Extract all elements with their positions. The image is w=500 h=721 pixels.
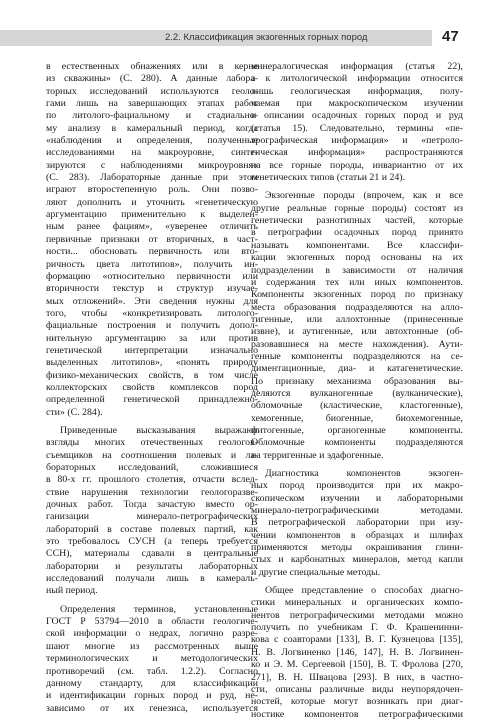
text-line: генные компоненты подразделяются на се-: [251, 350, 463, 362]
text-line: ным ранее фациям», «уверенее отличить: [46, 221, 258, 233]
text-line: генетической интерпретации изначально: [46, 344, 258, 356]
text-line: и идентификации горных пород и руд, не-: [46, 690, 258, 702]
text-line: Приведенные высказывания выражают: [60, 424, 258, 436]
text-line: стики минеральных и органических компо-: [251, 597, 463, 609]
text-line: обломочные (кластические, кластогенные),: [251, 400, 463, 412]
text-line: трографическая информация» и «петроло-: [251, 135, 463, 147]
text-line: и содержания тех или иных компонентов.: [251, 276, 463, 288]
text-line: фитогенные, органогенные компоненты.: [251, 424, 463, 436]
text-line: кова с соавторами [133], В. Г. Кузнецова [135],: [251, 634, 463, 646]
text-line: ричность цвета литотипов», получить ин-: [46, 258, 258, 270]
text-line: места образования подразделяются на алло-: [251, 301, 463, 313]
text-line: и другие специальные методы.: [251, 566, 381, 578]
text-line: минералогическая информация (статья 22),: [251, 61, 463, 72]
running-header: [0, 0, 500, 50]
text-line: скопическом изучении и лабораторными: [251, 492, 463, 504]
text-line: другие реальные горные породы) состоят из: [251, 202, 463, 214]
text-line: минерало-петрографическими методами.: [251, 505, 463, 517]
text-line: исследований получали лишь в камераль-: [46, 573, 258, 585]
text-line: ных пород производится при их макро-: [251, 480, 463, 492]
text-line: генетических типов (статьи 21 и 24).: [251, 172, 406, 184]
text-line: чении компонентов в образцах и шлифах: [251, 529, 463, 541]
text-line: Н. В. Логвиненко [146, 147], Н. В. Логвинен-: [251, 646, 463, 658]
text-line: ностей, которые могут возникать при диаг-: [251, 696, 463, 708]
section-title: 2.2. Классификация экзогенных горных пород: [165, 32, 368, 43]
text-line: коллекторских свойств комплексов пород: [46, 381, 258, 393]
text-line: ской информации о недрах, логично разре-: [46, 628, 258, 640]
left-column: [46, 61, 258, 715]
text-line: нентов петрографическими методами можно: [251, 609, 463, 621]
text-line: тигенные, или аллохтонные (принесенные: [251, 313, 463, 325]
text-line: ляют дополнить и уточнить «генетическую: [46, 196, 258, 208]
text-line: исследованиями на макроуровне, синте-: [46, 147, 258, 159]
text-line: противоречий (см. табл. 1.2.2). Согласно: [46, 665, 258, 677]
right-column: [251, 61, 463, 721]
text-line: по литолого-фациальному и стадиально-: [46, 110, 258, 122]
text-line: а к литологической информации относится: [251, 73, 463, 85]
text-line: применяются методы окрашивания глини-: [251, 542, 463, 554]
text-line: извне), и аутигенные, или автохтонные (об-: [251, 326, 463, 338]
text-line: лабораторий в составе полевых партий, как: [46, 523, 258, 535]
text-line: аргументацию применительно к выделен-: [46, 209, 258, 221]
text-line: вторичности текстур и структур изучае-: [46, 283, 258, 295]
text-line: бораторных исследований, сложившиеся: [46, 462, 258, 473]
text-line: на все горные породы, инвариантно от их: [251, 159, 463, 171]
text-line: первичные признаки от вторичных, в част-: [46, 233, 258, 245]
text-line: торных исследований используются геоло-: [46, 85, 258, 97]
text-line: ко и Э. М. Сергеевой [150], В. Т. Фроловa [270,: [251, 659, 463, 671]
text-line: Обломочные компоненты подразделяются: [251, 437, 463, 449]
text-line: (С. 283). Лабораторные данные при этом: [46, 172, 258, 184]
text-line: физико-механических свойств, в том числе: [46, 369, 258, 381]
text-line: данному стандарту, для классификации: [46, 677, 258, 689]
text-line: терминологических и методологических: [46, 653, 258, 665]
text-line: лаборатории и результаты лабораторных: [46, 560, 258, 572]
text-line: съемщиков на соотношения полевых и ла-: [46, 449, 258, 461]
text-line: взгляды многих отечественных геологов-: [46, 437, 258, 449]
text-line: чаемая при макроскопическом изучении: [251, 98, 463, 110]
text-line: зависимо от их генезиса, используется: [46, 702, 258, 714]
text-line: Определения терминов, установленные: [60, 603, 258, 615]
text-line: ствие нарушения технологии геологоразве-: [46, 486, 258, 498]
text-line: стых и карбонатных минералов, метод капли: [251, 554, 463, 566]
text-line: и описании осадочных горных пород и руд: [251, 110, 463, 122]
text-line: фациальные построения и получить допол-: [46, 320, 258, 332]
text-line: Общее представление о способах диагно-: [265, 585, 463, 597]
text-line: му анализу в камеральный период, когда: [46, 122, 258, 134]
text-line: ССН), материалы сдавали в центральные: [46, 548, 258, 560]
text-line: Диагностика компонентов экзоген-: [265, 468, 463, 479]
text-line: зируются с наблюдениями микроуровня»: [46, 159, 258, 171]
text-line: сти» (С. 284).: [46, 406, 103, 418]
text-line: деляются вулканогенные (вулканические),: [251, 387, 463, 399]
text-line: ганизации минерало-петрографических: [46, 511, 258, 523]
text-line: По признаку механизма образования вы-: [251, 375, 463, 387]
text-line: ный период.: [46, 585, 98, 597]
text-line: сти, описаны различные виды неупорядочен-: [251, 683, 463, 695]
text-line: в естественных обнажениях или в керне: [46, 61, 258, 72]
text-line: получить по учебникам Г. Ф. Крашенинни-: [251, 622, 463, 634]
text-line: нительную аргументацию за или против: [46, 332, 258, 344]
text-line: ности... обосновать первичность или вто-: [46, 246, 258, 258]
text-line: гическая информация» распространяются: [251, 147, 463, 159]
text-line: Компоненты экзогенных пород по признаку: [251, 289, 463, 301]
text-line: гами лишь на завершающих этапах работ: [46, 98, 258, 110]
text-line: разовавшиеся на месте нахождения). Аути-: [251, 338, 463, 350]
text-line: определенной генетической принадлежно-: [46, 394, 258, 406]
text-line: диментационные, диа- и катагенетические.: [251, 363, 463, 375]
text-line: подразделении в зависимости от наличия: [251, 264, 463, 276]
text-line: хемогенные, биогенные, биохемогенные,: [251, 412, 463, 424]
page-number: 47: [442, 28, 459, 45]
text-line: на терригенные и эдафогенные.: [251, 449, 384, 461]
text-line: шают многие из рассмотренных выше: [46, 640, 258, 652]
text-line: 271], В. Н. Швацова [293]. В них, в частно-: [251, 671, 463, 683]
text-line: ностике компонентов петрографическими: [251, 708, 463, 720]
text-line: мых отложений». Эти сведения нужны для: [46, 295, 258, 307]
text-line: лишь геологическая информация, полу-: [251, 85, 463, 97]
text-line: это требовалось СУСН (а теперь требуется: [46, 536, 258, 548]
text-line: генетически разнотипных частей, которые: [251, 215, 463, 227]
text-line: играют второстепенную роль. Они позво-: [46, 184, 258, 196]
text-line: дочных работ. Тогда зачастую вместо ор-: [46, 499, 258, 511]
text-line: в 80-х гг. прошлого столетия, отчасти вслед-: [46, 474, 258, 486]
text-line: В петрографической лаборатории при изу-: [251, 517, 463, 529]
text-line: выделенных литотипов», «понять природу: [46, 357, 258, 369]
text-line: «наблюдения и определения, полученные: [46, 135, 258, 147]
text-line: кации экзогенных пород основаны на их: [251, 252, 463, 264]
text-line: ГОСТ Р 53794—2010 в области геологиче-: [46, 616, 258, 628]
text-line: в петрографии осадочных пород принято: [251, 227, 463, 239]
text-line: из скважины» (С. 280). А данные лабора-: [46, 73, 258, 85]
text-line: того, чтобы «конкретизировать литолого-: [46, 307, 258, 319]
text-line: (статья 15). Следовательно, термины «пе-: [251, 122, 463, 134]
text-line: называть компонентами. Все классифи-: [251, 239, 463, 251]
text-line: формацию «относительно первичности или: [46, 270, 258, 282]
text-line: Экзогенные породы (впрочем, как и все: [265, 190, 463, 202]
